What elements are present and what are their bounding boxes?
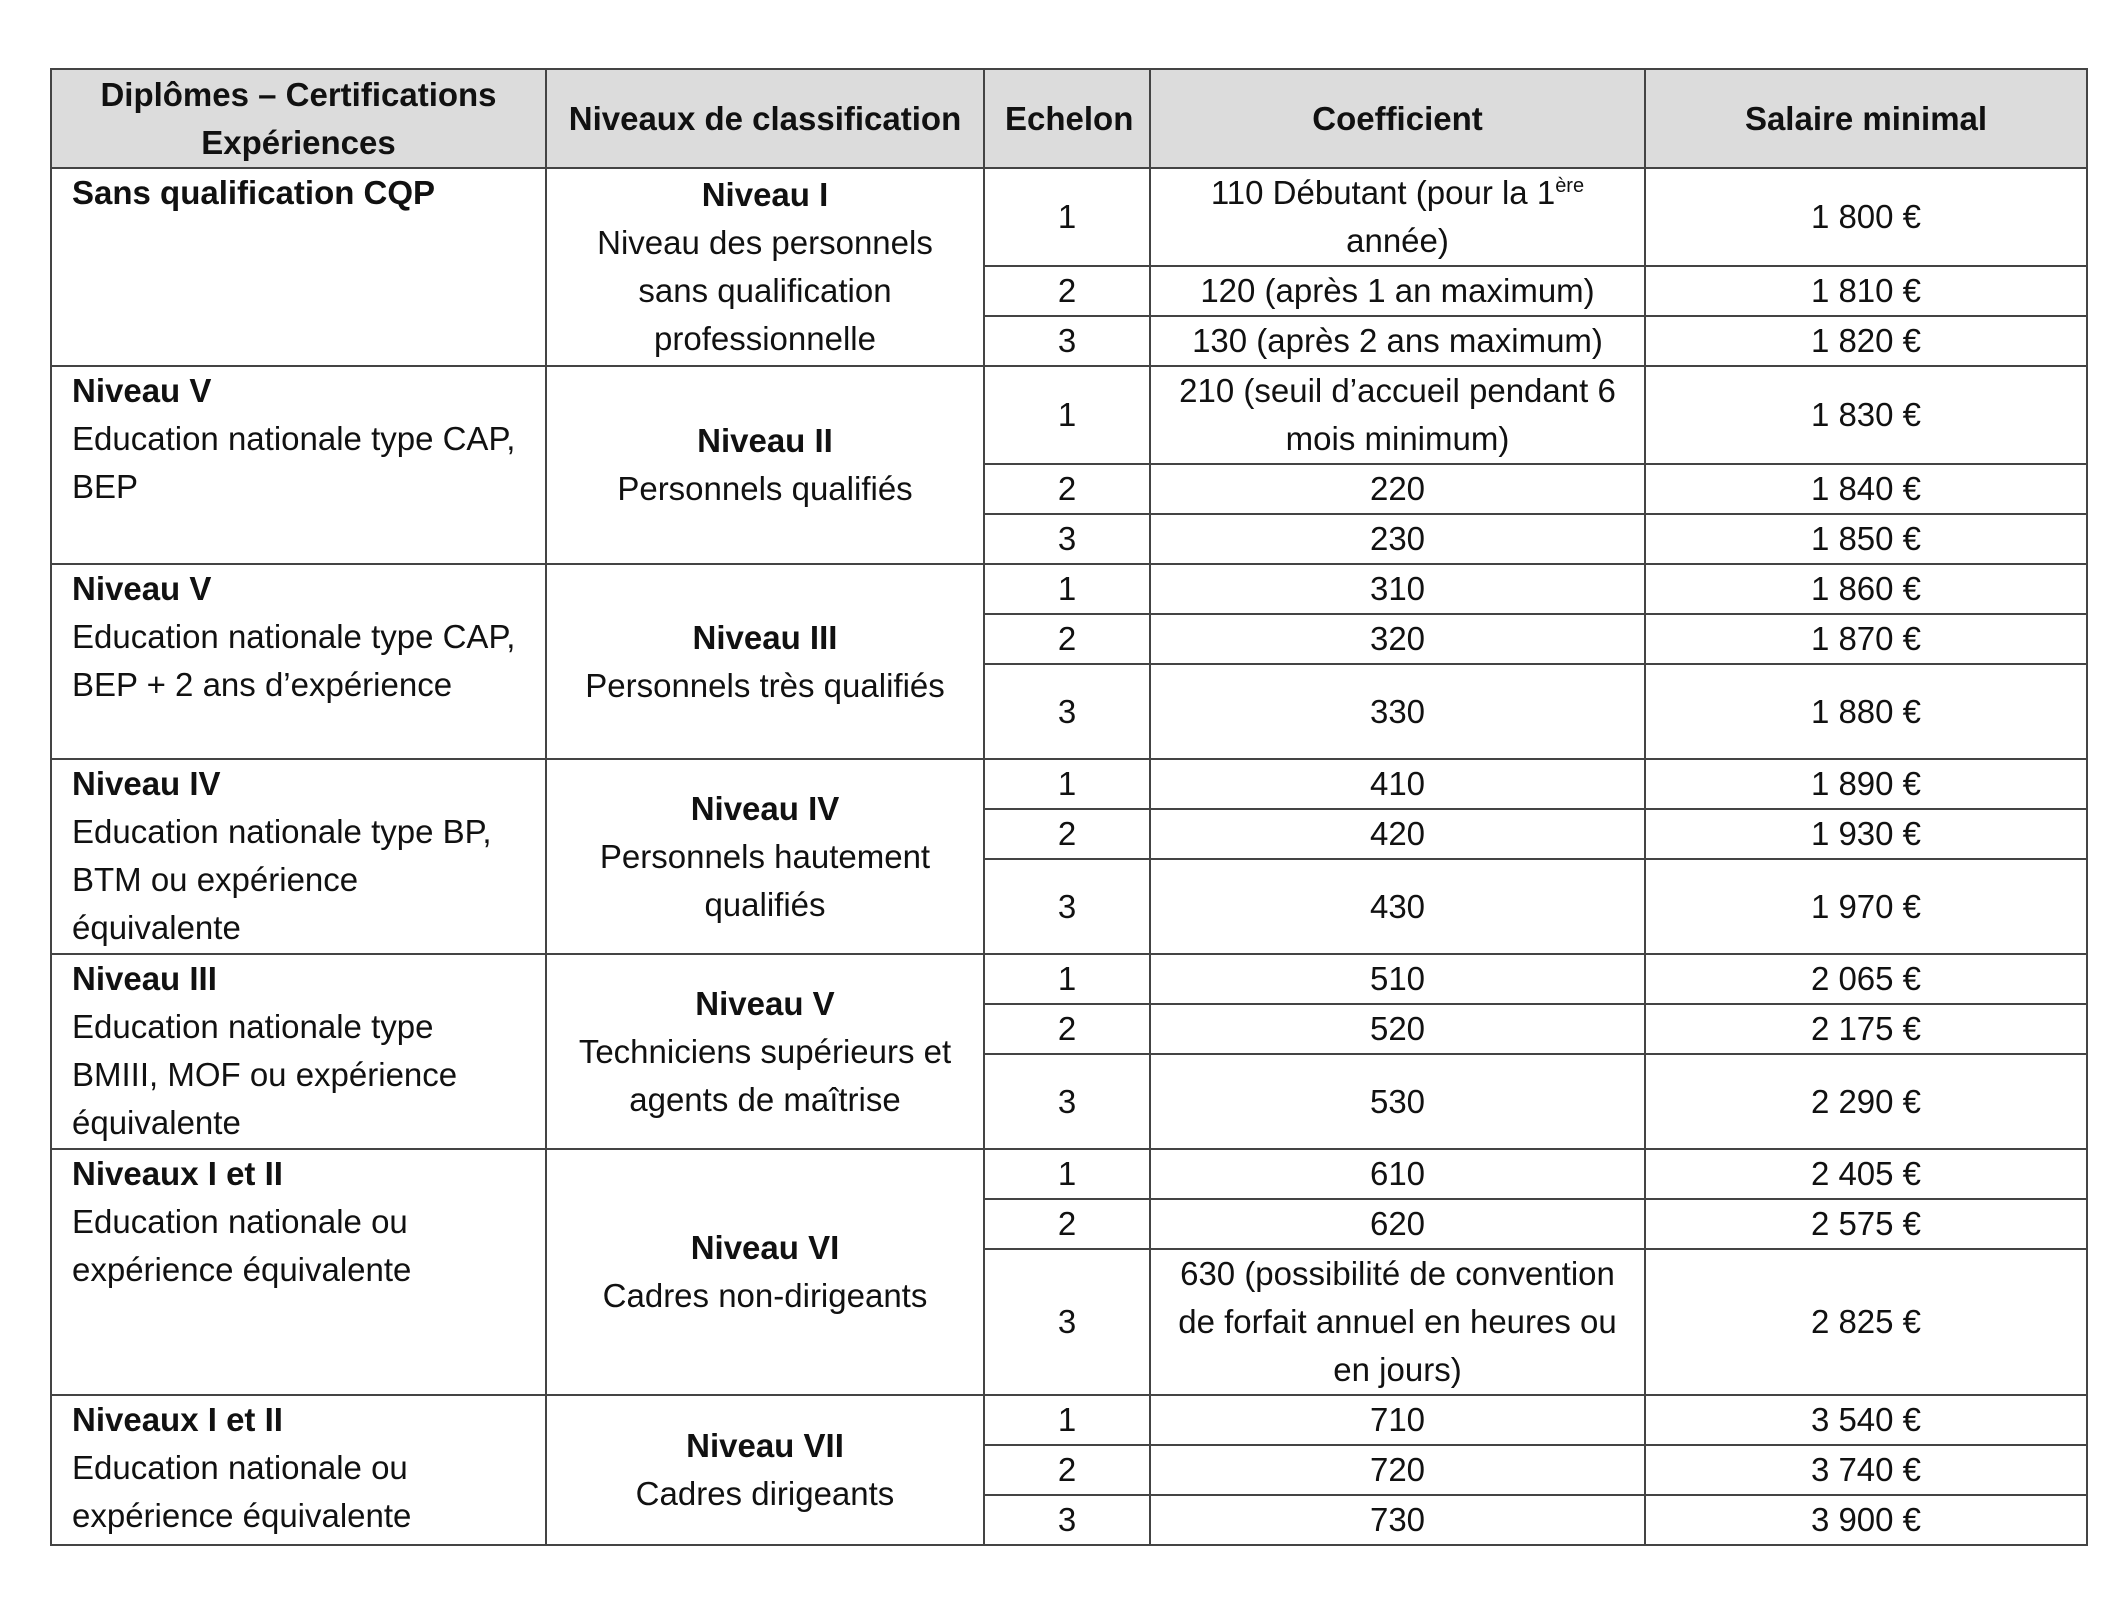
niveau-title: Niveau VI bbox=[690, 1229, 840, 1266]
coefficient-cell: 120 (après 1 an maximum) bbox=[1150, 266, 1645, 316]
diplome-title: Niveaux I et II bbox=[72, 1401, 283, 1438]
diplome-cell bbox=[51, 168, 546, 366]
coefficient-cell: 330 bbox=[1150, 664, 1645, 759]
table-row bbox=[51, 564, 2087, 614]
niveau-title: Niveau I bbox=[701, 176, 829, 213]
diplome-text: Education nationale type CAP, BEP bbox=[72, 420, 516, 505]
header-niveaux: Niveaux de classification bbox=[546, 69, 984, 168]
echelon-cell: 2 bbox=[984, 464, 1150, 514]
niveau-title: Niveau V bbox=[695, 984, 835, 1022]
diplome-text: Education nationale ou expérience équivalente bbox=[72, 1449, 412, 1534]
niveau-title: Niveau VII bbox=[686, 1427, 844, 1464]
coefficient-cell: 720 bbox=[1150, 1445, 1645, 1495]
coefficient-cell: 410 bbox=[1150, 759, 1645, 809]
table-row bbox=[51, 759, 2087, 809]
table-row bbox=[51, 168, 2087, 266]
diplome-text: Education nationale type BMIII, MOF ou expérience équivalente bbox=[72, 1008, 458, 1141]
niveau-cell bbox=[546, 759, 984, 954]
salaire-cell: 2 175 € bbox=[1645, 1004, 2087, 1054]
coefficient-cell: 620 bbox=[1150, 1199, 1645, 1249]
salaire-cell: 1 860 € bbox=[1645, 564, 2087, 614]
coefficient-cell: 130 (après 2 ans maximum) bbox=[1150, 316, 1645, 366]
salaire-cell: 1 870 € bbox=[1645, 614, 2087, 664]
echelon-cell: 3 bbox=[984, 1495, 1150, 1545]
coefficient-cell: 710 bbox=[1150, 1395, 1645, 1445]
niveau-text: Personnels qualifiés bbox=[617, 470, 913, 507]
diplome-title: Niveau V bbox=[72, 372, 212, 409]
salaire-cell: 1 840 € bbox=[1645, 464, 2087, 514]
header-coefficient: Coefficient bbox=[1150, 69, 1645, 168]
echelon-cell: 1 bbox=[984, 1395, 1150, 1445]
echelon-cell: 1 bbox=[984, 366, 1150, 464]
coefficient-cell: 320 bbox=[1150, 614, 1645, 664]
salaire-cell: 1 850 € bbox=[1645, 514, 2087, 564]
coefficient-cell: 210 (seuil d’accueil pendant 6 mois minimum) bbox=[1150, 366, 1645, 464]
coefficient-cell bbox=[1150, 168, 1645, 266]
salary-classification-table bbox=[50, 68, 2088, 1546]
header-row bbox=[51, 69, 2087, 168]
niveau-cell bbox=[546, 366, 984, 564]
coefficient-cell: 530 bbox=[1150, 1054, 1645, 1149]
salaire-cell: 3 540 € bbox=[1645, 1395, 2087, 1445]
salaire-cell: 2 825 € bbox=[1645, 1249, 2087, 1395]
table-row bbox=[51, 1149, 2087, 1199]
echelon-cell: 3 bbox=[984, 514, 1150, 564]
diplome-text: Education nationale ou expérience équivalente bbox=[72, 1203, 412, 1288]
echelon-cell: 3 bbox=[984, 859, 1150, 954]
echelon-cell: 3 bbox=[984, 1249, 1150, 1395]
coefficient-cell: 520 bbox=[1150, 1004, 1645, 1054]
salaire-cell: 1 970 € bbox=[1645, 859, 2087, 954]
table-row bbox=[51, 1395, 2087, 1445]
diplome-cell bbox=[51, 954, 546, 1149]
coefficient-superscript: ère bbox=[1555, 175, 1585, 197]
diplome-title: Niveaux I et II bbox=[72, 1155, 283, 1192]
niveau-cell bbox=[546, 564, 984, 759]
echelon-cell: 2 bbox=[984, 1445, 1150, 1495]
niveau-text: Personnels hautement qualifiés bbox=[599, 837, 931, 923]
niveau-cell bbox=[546, 1395, 984, 1545]
coefficient-cell: 510 bbox=[1150, 954, 1645, 1004]
echelon-cell: 3 bbox=[984, 664, 1150, 759]
niveau-title: Niveau IV bbox=[690, 789, 840, 827]
salaire-cell: 3 900 € bbox=[1645, 1495, 2087, 1545]
coefficient-cell: 220 bbox=[1150, 464, 1645, 514]
niveau-text: Personnels très qualifiés bbox=[585, 666, 945, 704]
echelon-cell: 1 bbox=[984, 1149, 1150, 1199]
niveau-title: Niveau II bbox=[697, 422, 833, 459]
coefficient-cell: 630 (possibilité de convention de forfait annuel en heures ou en jours) bbox=[1150, 1249, 1645, 1395]
coefficient-cell: 230 bbox=[1150, 514, 1645, 564]
diplome-cell bbox=[51, 564, 546, 759]
table-row bbox=[51, 366, 2087, 464]
diplome-title: Niveau IV bbox=[72, 765, 221, 802]
diplome-title: Sans qualification CQP bbox=[72, 174, 436, 211]
coefficient-cell: 730 bbox=[1150, 1495, 1645, 1545]
salaire-cell: 1 810 € bbox=[1645, 266, 2087, 316]
echelon-cell: 2 bbox=[984, 1004, 1150, 1054]
niveau-text: Niveau des personnels sans qualification professionnelle bbox=[597, 224, 933, 357]
salaire-cell: 3 740 € bbox=[1645, 1445, 2087, 1495]
coefficient-text-after: année) bbox=[1346, 222, 1449, 259]
coefficient-cell: 430 bbox=[1150, 859, 1645, 954]
diplome-cell bbox=[51, 366, 546, 564]
salaire-cell: 2 575 € bbox=[1645, 1199, 2087, 1249]
header-diplomes-line1: Diplômes – Certifications bbox=[100, 75, 497, 113]
diplome-text: Education nationale type CAP, BEP + 2 ans d’expérience bbox=[72, 618, 516, 703]
niveau-cell bbox=[546, 168, 984, 366]
echelon-cell: 3 bbox=[984, 1054, 1150, 1149]
niveau-text: Techniciens supérieurs et agents de maîtrise bbox=[578, 1032, 952, 1118]
diplome-cell bbox=[51, 1395, 546, 1545]
salaire-cell: 2 065 € bbox=[1645, 954, 2087, 1004]
diplome-cell bbox=[51, 759, 546, 954]
header-diplomes-line2: Expériences bbox=[201, 123, 396, 161]
salaire-cell: 1 890 € bbox=[1645, 759, 2087, 809]
diplome-cell bbox=[51, 1149, 546, 1395]
coefficient-text: 110 Débutant (pour la 1 bbox=[1210, 174, 1556, 211]
echelon-cell: 2 bbox=[984, 266, 1150, 316]
diplome-title: Niveau V bbox=[72, 570, 212, 607]
coefficient-cell: 310 bbox=[1150, 564, 1645, 614]
salaire-cell: 1 930 € bbox=[1645, 809, 2087, 859]
table-row bbox=[51, 954, 2087, 1004]
niveau-title: Niveau III bbox=[692, 618, 838, 656]
salaire-cell: 1 820 € bbox=[1645, 316, 2087, 366]
echelon-cell: 1 bbox=[984, 564, 1150, 614]
diplome-title: Niveau III bbox=[72, 960, 217, 997]
salaire-cell: 2 290 € bbox=[1645, 1054, 2087, 1149]
echelon-cell: 2 bbox=[984, 614, 1150, 664]
salaire-cell: 1 830 € bbox=[1645, 366, 2087, 464]
echelon-cell: 1 bbox=[984, 954, 1150, 1004]
coefficient-cell: 420 bbox=[1150, 809, 1645, 859]
echelon-cell: 2 bbox=[984, 1199, 1150, 1249]
salaire-cell: 1 880 € bbox=[1645, 664, 2087, 759]
niveau-cell bbox=[546, 1149, 984, 1395]
echelon-cell: 2 bbox=[984, 809, 1150, 859]
coefficient-cell: 610 bbox=[1150, 1149, 1645, 1199]
header-echelon: Echelon bbox=[984, 69, 1150, 168]
header-salaire: Salaire minimal bbox=[1645, 69, 2087, 168]
niveau-text: Cadres dirigeants bbox=[635, 1475, 895, 1512]
header-diplomes bbox=[51, 69, 546, 168]
salaire-cell: 1 800 € bbox=[1645, 168, 2087, 266]
salaire-cell: 2 405 € bbox=[1645, 1149, 2087, 1199]
echelon-cell: 1 bbox=[984, 759, 1150, 809]
echelon-cell: 3 bbox=[984, 316, 1150, 366]
niveau-text: Cadres non-dirigeants bbox=[602, 1277, 928, 1314]
echelon-cell: 1 bbox=[984, 168, 1150, 266]
diplome-text: Education nationale type BP, BTM ou expérience équivalente bbox=[72, 813, 492, 946]
niveau-cell bbox=[546, 954, 984, 1149]
